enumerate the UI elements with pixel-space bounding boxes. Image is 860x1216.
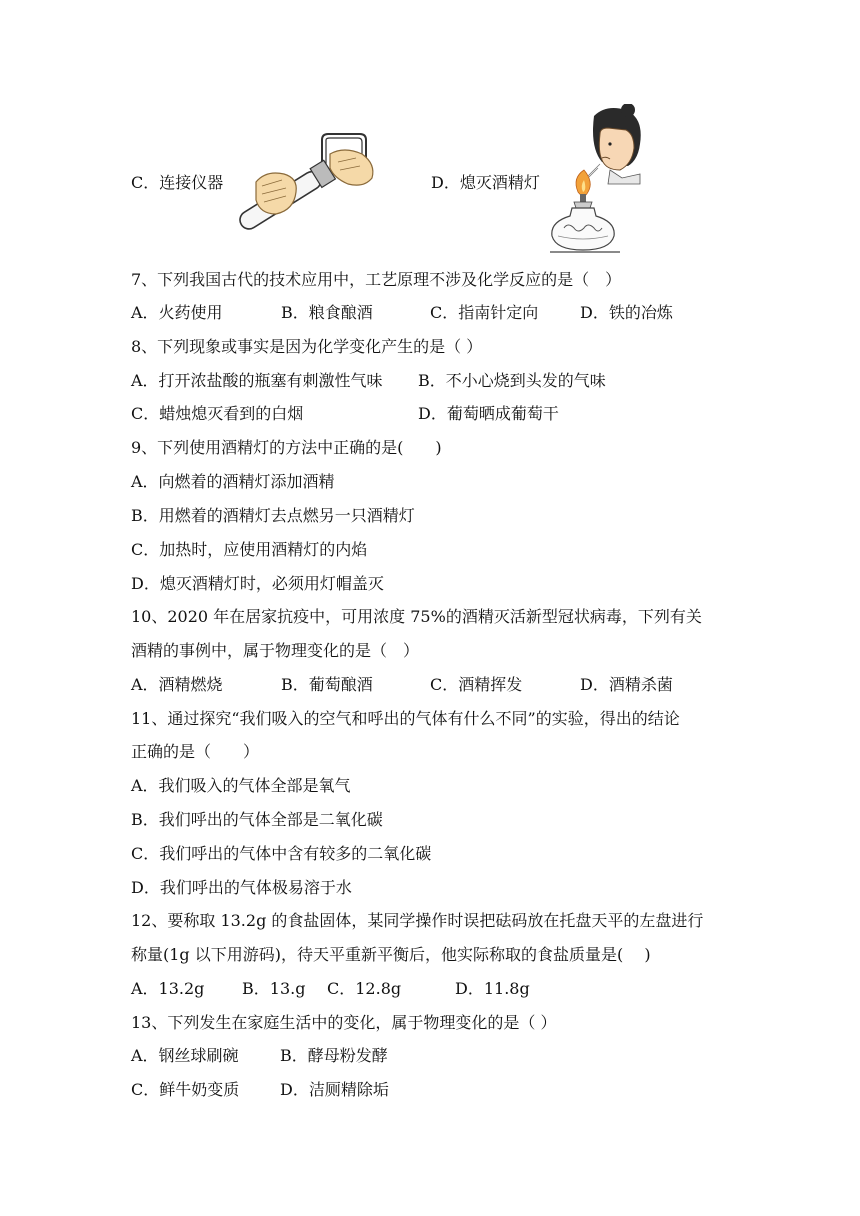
q8-option-d: D．葡萄晒成葡萄干 [418,404,559,423]
blowing-out-alcohol-lamp-illustration [550,104,650,256]
q10-stem-line-1: 10、2020 年在居家抗疫中，可用浓度 75%的酒精灭活新型冠状病毒，下列有关 [131,607,702,626]
q7-option-d: D．铁的冶炼 [580,303,673,322]
q9-option-d: D．熄灭酒精灯时，必须用灯帽盖灭 [131,574,384,593]
q7-stem: 7、下列我国古代的技术应用中，工艺原理不涉及化学反应的是（ ） [131,270,622,289]
q12-stem-line-2: 称量(1g 以下用游码)，待天平重新平衡后，他实际称取的食盐质量是( ) [131,945,651,964]
q12-option-a: A．13.2g [131,979,205,998]
q10-option-b: B．葡萄酿酒 [281,675,373,694]
q10-option-c: C．酒精挥发 [430,675,523,694]
q8-stem: 8、下列现象或事实是因为化学变化产生的是（ ） [131,337,483,356]
q7-option-b: B．粮食酿酒 [281,303,373,322]
q11-option-c: C．我们呼出的气体中含有较多的二氧化碳 [131,844,432,863]
q13-stem: 13、下列发生在家庭生活中的变化，属于物理变化的是（ ） [131,1013,557,1032]
q12-option-d: D．11.8g [455,979,530,998]
q9-option-c: C．加热时，应使用酒精灯的内焰 [131,540,368,559]
q10-option-a: A．酒精燃烧 [131,675,223,694]
q6-option-d: D．熄灭酒精灯 [431,173,540,192]
q12-option-c: C．12.8g [327,979,402,998]
q13-option-a: A．钢丝球刷碗 [131,1046,239,1065]
q13-option-b: B．酵母粉发酵 [280,1046,388,1065]
q9-stem: 9、下列使用酒精灯的方法中正确的是( ) [131,438,442,457]
q7-option-a: A．火药使用 [131,303,223,322]
q11-option-a: A．我们吸入的气体全部是氧气 [131,776,351,795]
q8-option-b: B．不小心烧到头发的气味 [418,371,606,390]
q13-option-c: C．鲜牛奶变质 [131,1080,240,1099]
q8-option-c: C．蜡烛熄灭看到的白烟 [131,404,304,423]
q12-option-b: B．13.g [242,979,306,998]
q7-option-c: C．指南针定向 [430,303,539,322]
q12-stem-line-1: 12、要称取 13.2g 的食盐固体，某同学操作时误把砝码放在托盘天平的左盘进行 [131,911,704,930]
q9-option-b: B．用燃着的酒精灯去点燃另一只酒精灯 [131,506,415,525]
q11-option-d: D．我们呼出的气体极易溶于水 [131,878,352,897]
q9-option-a: A．向燃着的酒精灯添加酒精 [131,472,335,491]
q11-stem-line-1: 11、通过探究“我们吸入的空气和呼出的气体有什么不同”的实验，得出的结论 [131,709,680,728]
connecting-apparatus-illustration [226,128,378,234]
q11-option-b: B．我们呼出的气体全部是二氧化碳 [131,810,383,829]
q6-option-c: C．连接仪器 [131,173,224,192]
q13-option-d: D．洁厕精除垢 [280,1080,389,1099]
q11-stem-line-2: 正确的是（ ） [131,742,260,761]
q10-option-d: D．酒精杀菌 [580,675,673,694]
q8-option-a: A．打开浓盐酸的瓶塞有刺激性气味 [131,371,383,390]
q10-stem-line-2: 酒精的事例中，属于物理变化的是（ ） [131,641,420,660]
